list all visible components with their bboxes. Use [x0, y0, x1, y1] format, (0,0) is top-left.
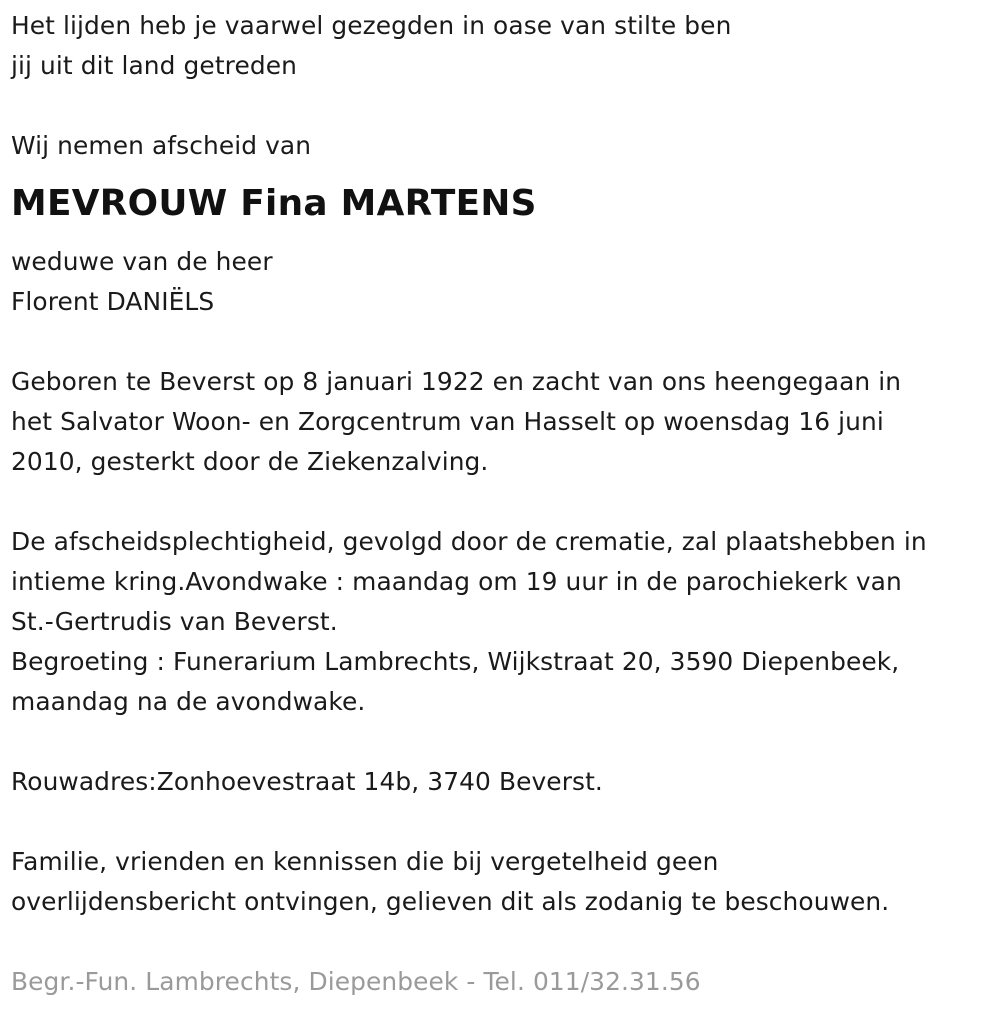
spouse-line: weduwe van de heer: [11, 247, 273, 276]
spacer: [11, 922, 991, 962]
obituary-document: [11, 6, 991, 1002]
ceremony-paragraph: [11, 522, 991, 722]
spacer: [11, 482, 991, 522]
paragraph-line: St.-Gertrudis van Beverst.: [11, 607, 338, 636]
paragraph-line: De afscheidsplechtigheid, gevolgd door de crematie, zal plaatshebben in: [11, 527, 927, 556]
spacer: [11, 86, 991, 126]
spouse-line: Florent DANIËLS: [11, 287, 215, 316]
poem-line: jij uit dit land getreden: [11, 51, 297, 80]
paragraph-line: Begroeting : Funerarium Lambrechts, Wijkstraat 20, 3590 Diepenbeek,: [11, 647, 900, 676]
paragraph-line: Familie, vrienden en kennissen die bij vergetelheid geen: [11, 847, 719, 876]
paragraph-line: overlijdensbericht ontvingen, gelieven dit als zodanig te beschouwen.: [11, 887, 890, 916]
spouse-info: [11, 242, 991, 322]
paragraph-line: het Salvator Woon- en Zorgcentrum van Hasselt op woensdag 16 juni: [11, 407, 884, 436]
deceased-name: MEVROUW Fina MARTENS: [11, 183, 537, 224]
funeral-home-footer: Begr.-Fun. Lambrechts, Diepenbeek - Tel. 011/32.31.56: [11, 967, 701, 996]
paragraph-line: intieme kring.Avondwake : maandag om 19 uur in de parochiekerk van: [11, 567, 902, 596]
paragraph-line: maandag na de avondwake.: [11, 687, 366, 716]
poem-line: Het lijden heb je vaarwel gezegden in oase van stilte ben: [11, 11, 732, 40]
paragraph-line: Geboren te Beverst op 8 januari 1922 en zacht van ons heengegaan in: [11, 367, 902, 396]
paragraph-line: 2010, gesterkt door de Ziekenzalving.: [11, 447, 489, 476]
spacer: [11, 322, 991, 362]
poem: [11, 6, 991, 86]
notice-paragraph: [11, 842, 991, 922]
spacer: [11, 722, 991, 762]
intro-text: Wij nemen afscheid van: [11, 131, 312, 160]
mourning-address: Rouwadres:Zonhoevestraat 14b, 3740 Beverst.: [11, 767, 603, 796]
spacer: [11, 802, 991, 842]
birth-death-paragraph: [11, 362, 991, 482]
